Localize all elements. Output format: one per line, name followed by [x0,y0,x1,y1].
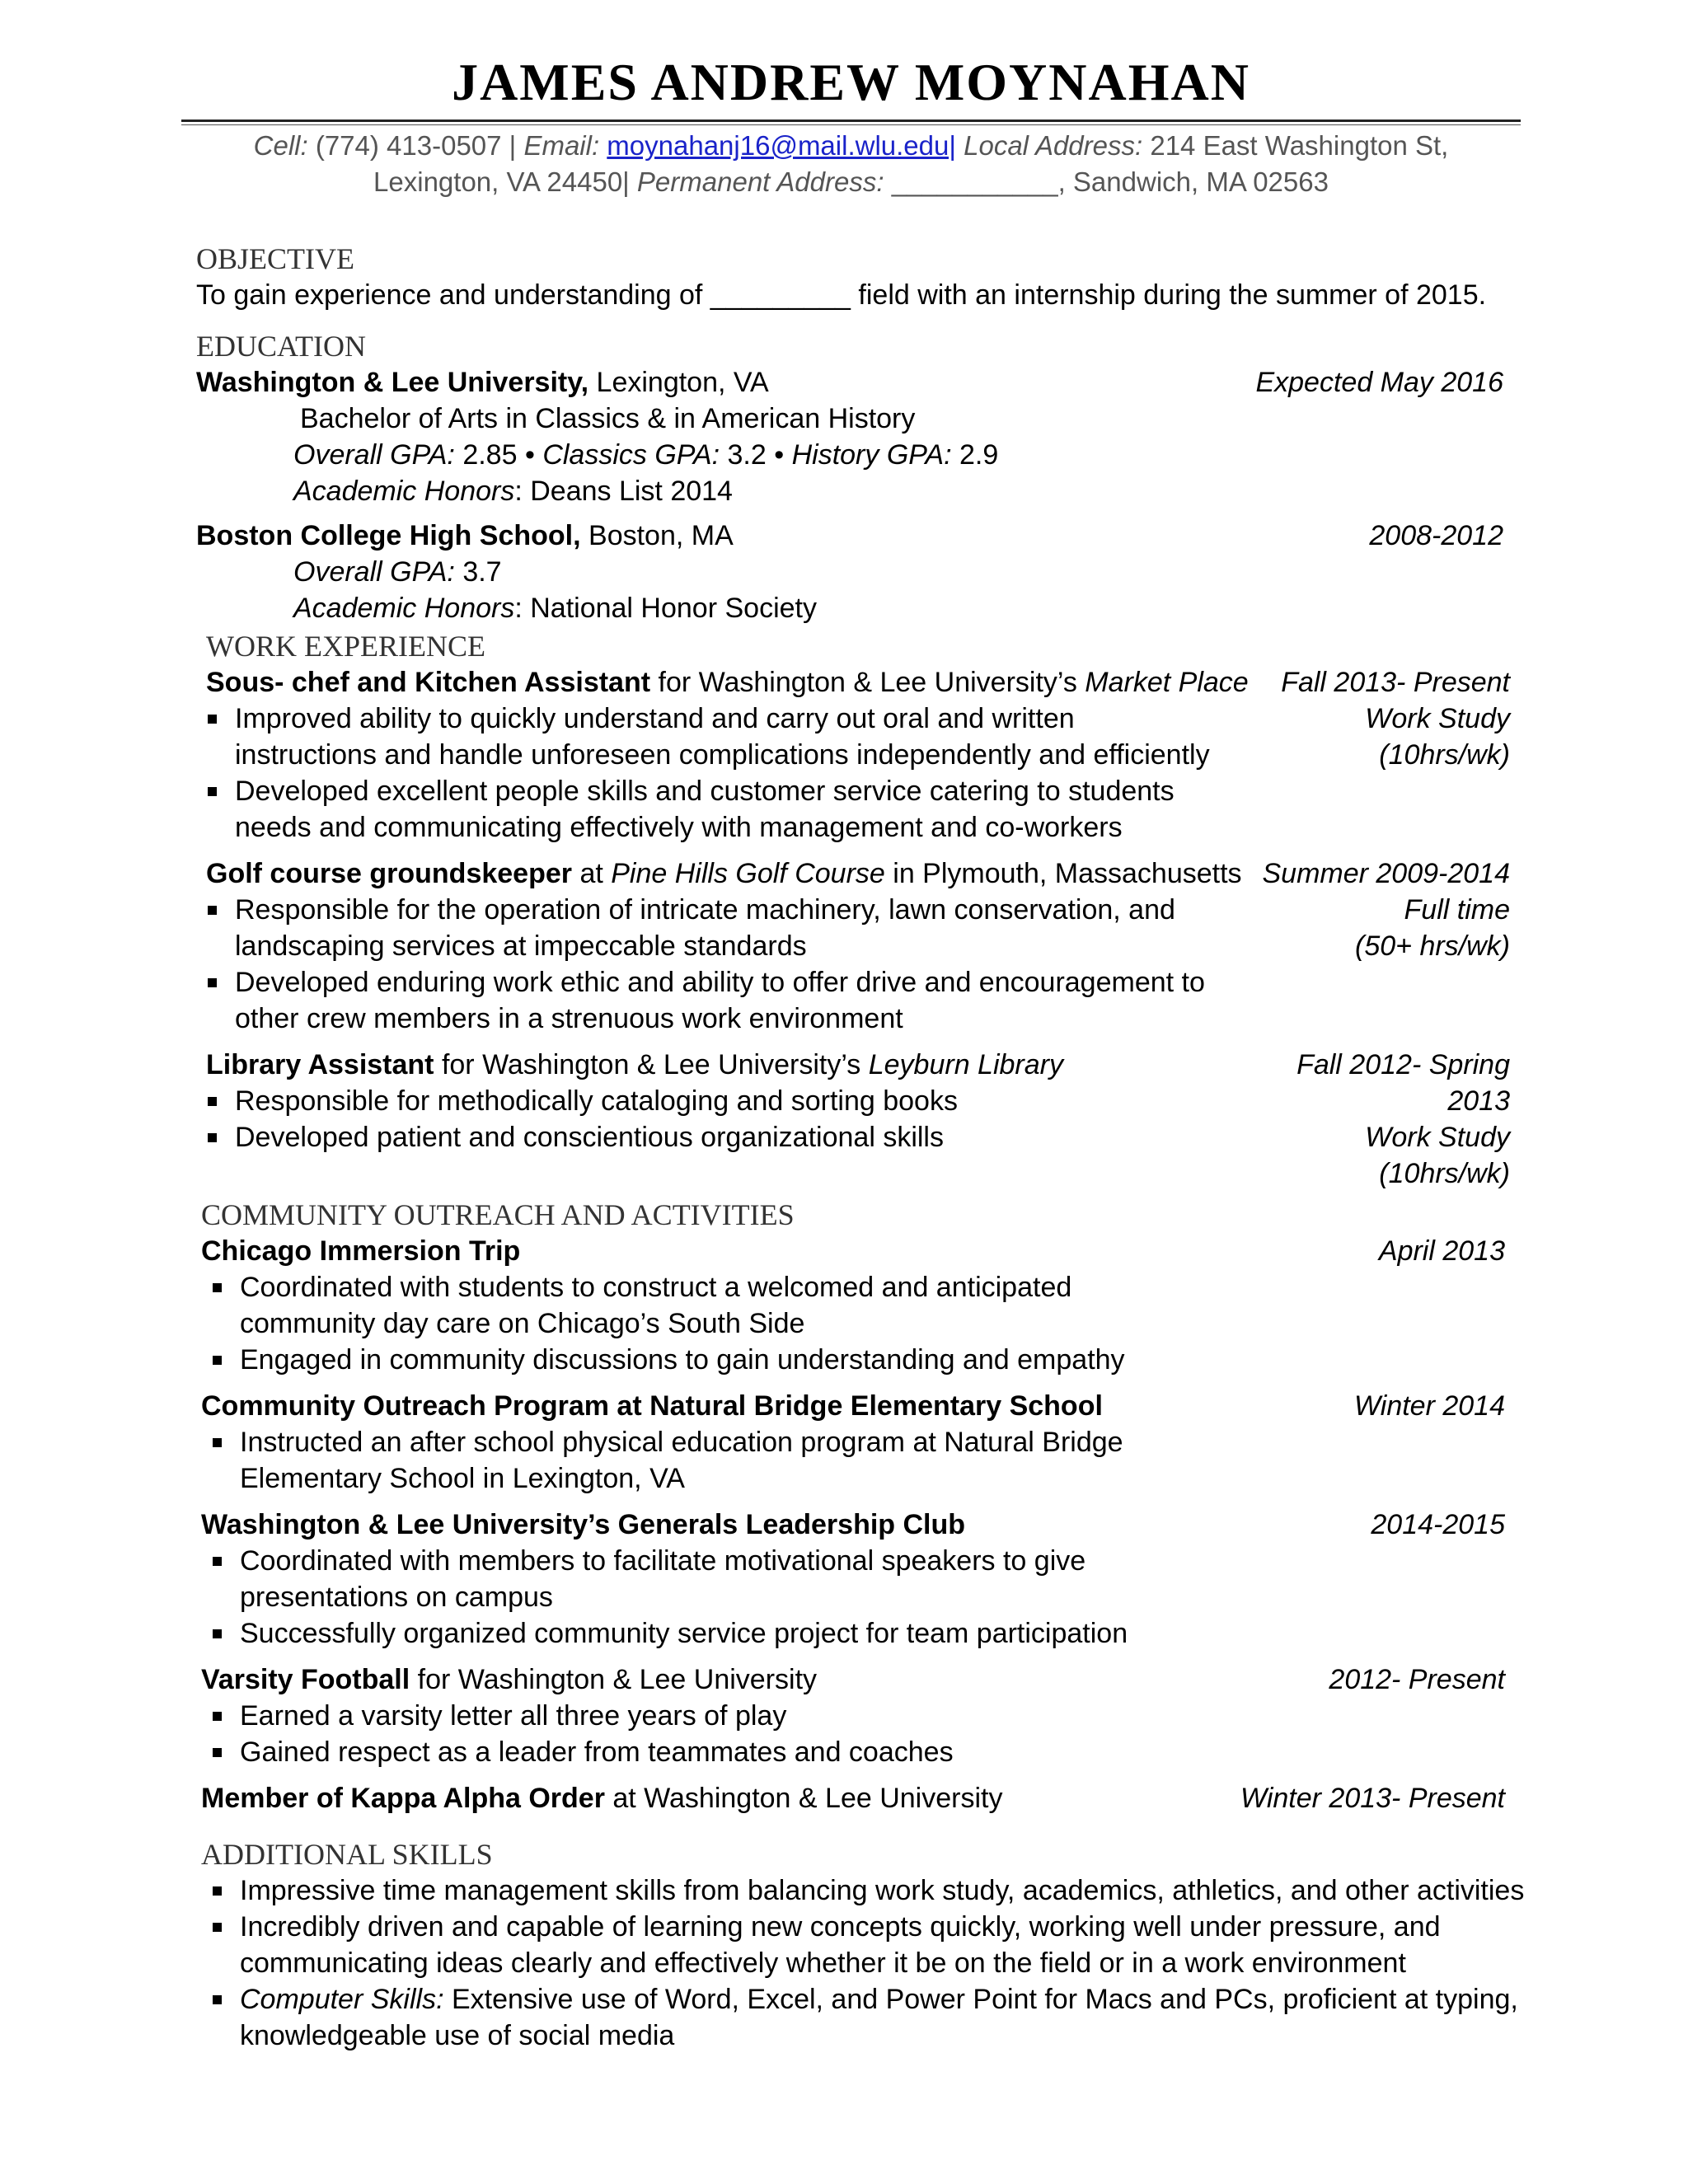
activity5-name: Member of Kappa Alpha Order [201,1783,605,1814]
wlu-degree: Bachelor of Arts in Classics & in American History [300,403,916,434]
job1-title: Sous- chef and Kitchen Assistant [206,667,651,698]
header-rule-thin [181,124,1521,125]
objective-heading: OBJECTIVE [196,242,354,275]
contact-line-1 [181,128,1521,164]
header-rule-thick [181,120,1521,122]
job3-title: Library Assistant [206,1049,434,1080]
bchs-honors-label: Academic Honors [293,593,515,624]
email-link[interactable]: moynahanj16@mail.wlu.edu| [607,130,956,161]
job2-bullet1-b: landscaping services at impeccable standards [235,930,807,962]
job1-bullet1-b: instructions and handle unforeseen complications independently and efficiently [235,739,1210,771]
bullet-icon [208,1097,217,1106]
activity1-name: Chicago Immersion Trip [201,1235,521,1267]
activity2-title [201,1388,1103,1424]
bchs-honors-value: : National Honor Society [514,593,817,624]
skills-bullet1: Impressive time management skills from balancing work study, academics, athletics, and other activities [240,1875,1525,1906]
objective-text: To gain experience and understanding of _________ field with an internship during the summer of 2015. [196,279,1487,311]
activity3-bullet1-a: Coordinated with members to facilitate motivational speakers to give [240,1545,1086,1577]
job2-hours: (50+ hrs/wk) [1355,930,1510,962]
activity2-bullet1-a: Instructed an after school physical education program at Natural Bridge [240,1427,1123,1458]
computer-skills-label: Computer Skills: [240,1984,444,2015]
classics-gpa-value: 3.2 • [727,439,785,471]
bullet-icon [213,1748,222,1757]
job3-place: Leyburn Library [868,1049,1063,1080]
activity4-bullet1: Earned a varsity letter all three years of play [240,1700,787,1732]
bullet-icon [213,1886,222,1896]
job2-bullet2-a: Developed enduring work ethic and ability to offer drive and encouragement to [235,967,1205,998]
activity3-bullet1-b: presentations on campus [240,1582,553,1613]
job2-title: Golf course groundskeeper [206,858,572,889]
job1-date: Fall 2013- Present [1281,667,1510,698]
bchs-school-line [196,518,734,554]
bullet-icon [213,1438,222,1447]
permanent-address: ___________, Sandwich, MA 02563 [891,166,1329,197]
job1-type: Work Study [1365,703,1510,734]
activity4-date: 2012- Present [1329,1664,1505,1695]
activity1-bullet2: Engaged in community discussions to gain understanding and empathy [240,1344,1125,1376]
job3-bullet2: Developed patient and conscientious organizational skills [235,1122,944,1153]
activity2-bullet1-b: Elementary School in Lexington, VA [240,1463,685,1494]
bullet-icon [213,1283,222,1292]
history-gpa-value: 2.9 [959,439,999,471]
bullet-icon [208,1133,217,1142]
activity3-name: Washington & Lee University’s Generals Leadership Club [201,1509,966,1540]
activity1-title [201,1233,520,1269]
job1-employer: for Washington & Lee University’s [650,667,1085,698]
job2-date: Summer 2009-2014 [1262,858,1510,889]
skills-bullet2-b: communicating ideas clearly and effectively whether it be on the field or in a work environment [240,1947,1406,1979]
job2-bullet2-b: other crew members in a strenuous work environment [235,1003,903,1034]
wlu-honors-line [293,473,733,509]
bullet-icon [208,906,217,915]
activity5-date: Winter 2013- Present [1240,1783,1505,1814]
community-heading: COMMUNITY OUTREACH AND ACTIVITIES [201,1198,795,1231]
job2-type: Full time [1404,894,1510,926]
bchs-gpa-label: Overall GPA: [293,556,455,588]
job3-bullet1: Responsible for methodically cataloging and sorting books [235,1085,958,1117]
contact-line-2 [181,164,1521,200]
wlu-school-line [196,364,769,401]
activity4-bullet2: Gained respect as a leader from teammates and coaches [240,1736,954,1768]
job1-bullet2-b: needs and communicating effectively with management and co-workers [235,812,1123,843]
job1-bullet1-a: Improved ability to quickly understand and carry out oral and written [235,703,1075,734]
honors-label: Academic Honors [293,476,515,507]
job3-employer: for Washington & Lee University’s [434,1049,869,1080]
activity1-bullet1-b: community day care on Chicago’s South Side [240,1308,805,1339]
computer-skills-text: Extensive use of Word, Excel, and Power Point for Macs and PCs, proficient at typing, [443,1984,1518,2015]
wlu-gpa-line [293,437,998,473]
activity3-title [201,1507,965,1543]
activity3-date: 2014-2015 [1371,1509,1505,1540]
skills-bullet3-a [240,1981,1518,2018]
bullet-icon [213,1923,222,1932]
bullet-icon [208,715,217,724]
wlu-school: Washington & Lee University, [196,367,589,398]
classics-gpa-label: Classics GPA: [542,439,720,471]
wlu-date: Expected May 2016 [1255,367,1503,398]
job2-place: Pine Hills Golf Course [611,858,885,889]
bullet-icon [208,787,217,796]
skills-bullet2-a: Incredibly driven and capable of learning new concepts quickly, working well under pressure, and [240,1911,1441,1943]
job2-title-line [206,855,1242,892]
activity5-org: at Washington & Lee University [604,1783,1003,1814]
local-address-city: Lexington, VA 24450| [373,166,630,197]
bullet-icon [213,1995,222,2004]
activity4-org: for Washington & Lee University [410,1664,818,1695]
job3-type: Work Study [1365,1122,1510,1153]
job1-hours: (10hrs/wk) [1379,739,1510,771]
bchs-gpa-value: 3.7 [462,556,502,588]
bchs-gpa-line [293,554,502,590]
honors-value: : Deans List 2014 [514,476,733,507]
job1-bullet2-a: Developed excellent people skills and customer service catering to students [235,776,1175,807]
activity2-date: Winter 2014 [1353,1390,1505,1422]
job2-bullet1-a: Responsible for the operation of intricate machinery, lawn conservation, and [235,894,1175,926]
bullet-icon [213,1629,222,1638]
job1-place: Market Place [1085,667,1249,698]
activity2-name: Community Outreach Program at Natural Bridge Elementary School [201,1390,1103,1422]
bchs-honors-line [293,590,817,626]
job2-location: in Plymouth, Massachusetts [884,858,1242,889]
job1-title-line [206,664,1249,701]
activity1-date: April 2013 [1378,1235,1505,1267]
contact-block [181,128,1521,200]
local-address: 214 East Washington St, [1150,130,1449,161]
bchs-school: Boston College High School, [196,520,581,551]
job3-date: Fall 2012- Spring [1296,1049,1510,1080]
local-address-label: Local Address: [964,130,1143,161]
activity3-bullet2: Successfully organized community service project for team participation [240,1618,1128,1649]
activity1-bullet1-a: Coordinated with students to construct a welcomed and anticipated [240,1272,1072,1303]
wlu-location: Lexington, VA [596,367,769,398]
resume-name: JAMES ANDREW MOYNAHAN [452,53,1250,111]
bullet-icon [213,1712,222,1721]
bullet-icon [213,1356,222,1365]
job2-at: at [572,858,612,889]
cell-label: Cell: [253,130,308,161]
activity4-title [201,1661,817,1698]
overall-gpa-value: 2.85 • [462,439,535,471]
cell-number: (774) 413-0507 | [315,130,517,161]
skills-heading: ADDITIONAL SKILLS [201,1838,493,1871]
permanent-address-label: Permanent Address: [636,166,884,197]
job3-hours: (10hrs/wk) [1379,1158,1510,1189]
work-heading: WORK EXPERIENCE [206,630,485,663]
email-label: Email: [523,130,600,161]
job3-date-year: 2013 [1447,1085,1510,1117]
activity4-name: Varsity Football [201,1664,410,1695]
overall-gpa-label: Overall GPA: [293,439,455,471]
bchs-date: 2008-2012 [1369,520,1503,551]
skills-bullet3-b: knowledgeable use of social media [240,2020,675,2051]
job3-title-line [206,1047,1063,1083]
education-heading: EDUCATION [196,330,366,363]
history-gpa-label: History GPA: [791,439,952,471]
bchs-location: Boston, MA [588,520,734,551]
bullet-icon [213,1557,222,1566]
bullet-icon [208,978,217,987]
activity5-title [201,1780,1002,1816]
